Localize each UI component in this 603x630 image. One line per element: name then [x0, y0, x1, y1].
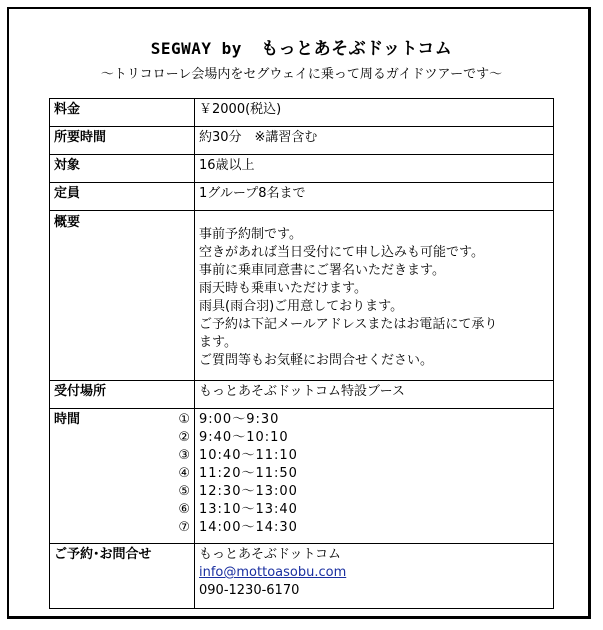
value-duration: 約30分 ※講習含む	[195, 127, 554, 155]
slot-time: 11:20～11:50	[199, 466, 298, 481]
value-contact	[195, 544, 554, 609]
summary-line: ご質問等もお気軽にお問合せください。	[199, 353, 434, 368]
info-table	[49, 98, 554, 609]
label-target: 対象	[50, 155, 195, 183]
page-title	[0, 34, 603, 59]
value-reception: もっとあそぶドットコム特設ブース	[195, 381, 554, 409]
row-schedule	[50, 409, 554, 544]
label-price: 料金	[50, 99, 195, 127]
summary-line: ご予約は下記メールアドレスまたはお電話にて承り	[199, 317, 498, 332]
summary-line: ます。	[199, 335, 237, 350]
contact-phone: 090-1230-6170	[199, 583, 300, 598]
slot-number: ⑤	[178, 484, 190, 499]
slot-number: ②	[178, 430, 190, 445]
slot-time: 10:40～11:10	[199, 448, 298, 463]
slot-number: ⑦	[178, 520, 190, 535]
value-schedule	[195, 409, 554, 544]
label-capacity: 定員	[50, 183, 195, 211]
label-summary: 概要	[50, 211, 195, 381]
value-price: ￥2000(税込)	[195, 99, 554, 127]
row-summary	[50, 211, 554, 381]
row-price	[50, 99, 554, 127]
row-reception	[50, 381, 554, 409]
slot-time: 9:40～10:10	[199, 430, 289, 445]
slot-number: ⑥	[178, 502, 190, 517]
label-reception: 受付場所	[50, 381, 195, 409]
slot-time: 9:00～9:30	[199, 412, 280, 427]
slot-time: 14:00～14:30	[199, 520, 298, 535]
slot-time: 13:10～13:40	[199, 502, 298, 517]
label-contact: ご予約･お問合せ	[50, 544, 195, 609]
slot-numbers	[178, 411, 190, 537]
row-duration	[50, 127, 554, 155]
title-english: SEGWAY by	[150, 39, 242, 58]
value-summary	[195, 211, 554, 381]
label-schedule: 時間	[54, 412, 81, 427]
slot-number: ①	[178, 412, 190, 427]
label-schedule-cell	[50, 409, 195, 544]
value-capacity: 1グループ8名まで	[195, 183, 554, 211]
row-target	[50, 155, 554, 183]
contact-email-link[interactable]: info@mottoasobu.com	[199, 565, 347, 580]
row-contact	[50, 544, 554, 609]
summary-line: 雨天時も乗車いただけます。	[199, 281, 367, 296]
summary-line: 事前予約制です。	[199, 227, 302, 242]
contact-company: もっとあそぶドットコム	[199, 547, 341, 562]
summary-line: 空きがあれば当日受付にて申し込みも可能です。	[199, 245, 484, 260]
slot-number: ③	[178, 448, 190, 463]
slot-number: ④	[178, 466, 190, 481]
summary-line: 雨具(雨合羽)ご用意しております。	[199, 299, 404, 314]
summary-line: 事前に乗車同意書にご署名いただきます。	[199, 263, 445, 278]
label-duration: 所要時間	[50, 127, 195, 155]
value-target: 16歳以上	[195, 155, 554, 183]
slot-time: 12:30～13:00	[199, 484, 298, 499]
title-japanese: もっとあそぶドットコム	[261, 39, 453, 59]
row-capacity	[50, 183, 554, 211]
page-subtitle: ～トリコローレ会場内をセグウェイに乗って周るガイドツアーです～	[100, 67, 503, 82]
